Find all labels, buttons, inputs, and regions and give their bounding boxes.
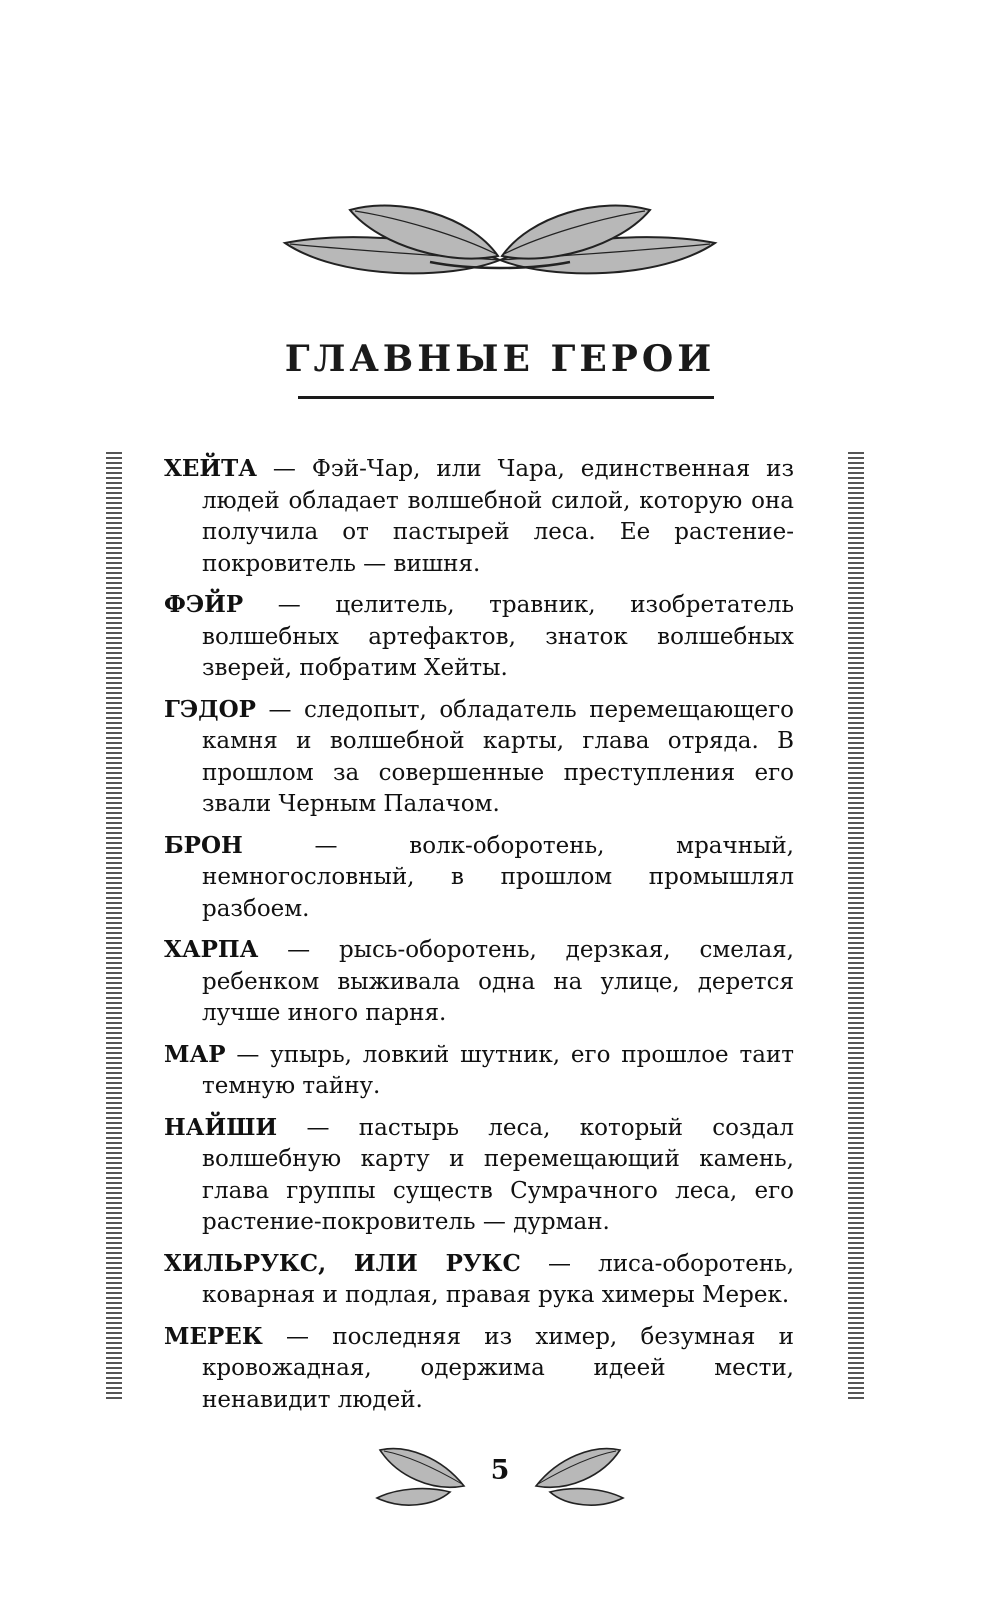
- character-description: последняя из химер, безумная и кровожадная, одержима идеей мести, ненавидит людей.: [202, 1323, 795, 1413]
- left-decorative-border: [106, 452, 122, 1402]
- dash: —: [286, 1323, 309, 1350]
- character-name: БРОН: [164, 831, 243, 859]
- character-entry: [164, 830, 794, 926]
- character-description: упырь, ловкий шутник, его прошлое таит темную тайну.: [202, 1041, 794, 1099]
- character-description: лиса-оборотень, коварная и подлая, правая рука химеры Мерек.: [202, 1250, 795, 1308]
- dash: —: [287, 937, 311, 963]
- character-name: ХИЛЬРУКС, ИЛИ РУКС: [164, 1249, 521, 1277]
- character-name: ХЕЙТА: [164, 455, 257, 482]
- right-decorative-border: [848, 452, 864, 1402]
- character-list: [164, 453, 794, 1425]
- character-name: ГЭДОР: [164, 695, 256, 723]
- character-entry: [164, 694, 794, 821]
- character-description: целитель, травник, изобретатель волшебных артефактов, знаток волшебных зверей, побратим Хейты.: [202, 592, 795, 681]
- character-entry: [164, 589, 794, 685]
- dash: —: [268, 696, 292, 723]
- character-name: МАР: [164, 1040, 226, 1068]
- leaf-ornament-icon: [280, 188, 720, 290]
- character-entry: [164, 1248, 794, 1312]
- dash: —: [306, 1114, 330, 1141]
- character-entry: [164, 1039, 794, 1103]
- dash: —: [314, 832, 338, 859]
- title-underline: [298, 396, 714, 399]
- dash: —: [277, 592, 301, 618]
- character-name: ХАРПА: [164, 936, 259, 963]
- dash: —: [272, 456, 296, 482]
- dash: —: [547, 1250, 571, 1277]
- dash: —: [236, 1041, 260, 1068]
- character-name: МЕРЕК: [164, 1322, 263, 1350]
- character-description: Фэй-Чар, или Чара, единственная из людей обладает волшебной силой, которую она получила от пастырей леса. Ее растение-покровитель — вишня.: [202, 456, 795, 577]
- character-description: следопыт, обладатель перемещающего камня и волшебной карты, глава отряда. В прошлом за совершенные преступления его звали Черным Палачом.: [202, 696, 795, 817]
- character-name: ФЭЙР: [164, 591, 244, 618]
- character-description: волк-оборотень, мрачный, немногословный, в прошлом промышлял разбоем.: [202, 832, 794, 922]
- character-description: пастырь леса, который создал волшебную карту и перемещающий камень, глава группы существ Сумрачного леса, его растение-покровитель — дурман.: [202, 1114, 795, 1235]
- character-name: НАЙШИ: [164, 1113, 278, 1141]
- page-number: 5: [490, 1455, 510, 1486]
- character-entry: [164, 1321, 794, 1417]
- character-entry: [164, 934, 794, 1030]
- character-entry: [164, 453, 794, 580]
- character-description: рысь-оборотень, дерзкая, смелая, ребенком выживала одна на улице, дерется лучше иного парня.: [202, 937, 794, 1026]
- character-entry: [164, 1112, 794, 1239]
- page-title: ГЛАВНЫЕ ГЕРОИ: [284, 338, 716, 380]
